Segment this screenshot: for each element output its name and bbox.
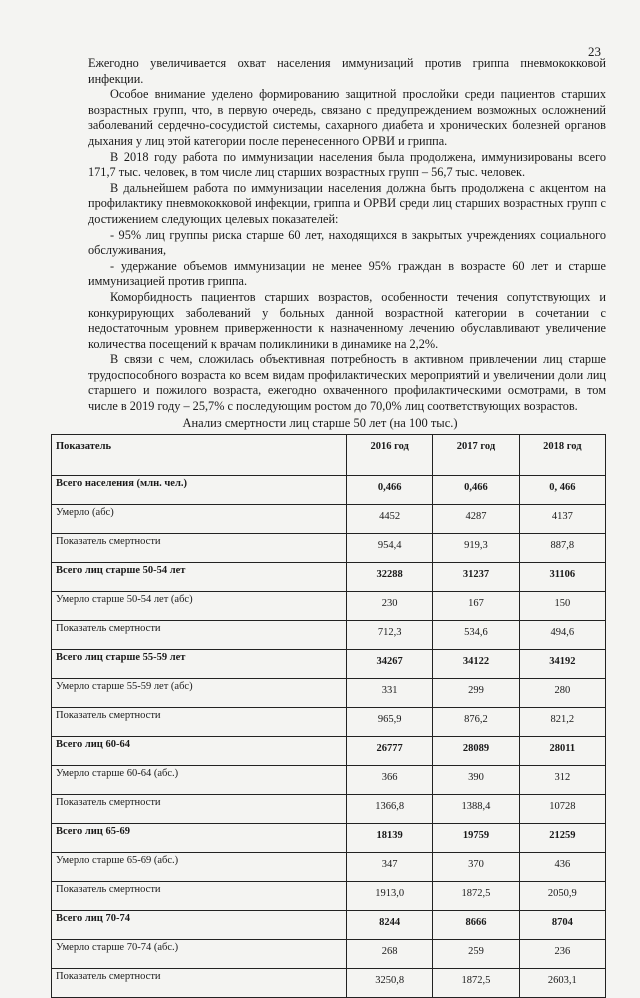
table-row <box>52 621 606 650</box>
value-2016: 18139 <box>346 824 432 853</box>
table-row <box>52 476 606 505</box>
column-header: 2018 год <box>519 435 605 476</box>
value-2016: 712,3 <box>346 621 432 650</box>
row-label: Умерло старше 55-59 лет (абс) <box>52 679 347 708</box>
table-row <box>52 708 606 737</box>
value-2018: 4137 <box>519 505 605 534</box>
value-2017: 34122 <box>433 650 519 679</box>
value-2016: 331 <box>346 679 432 708</box>
row-label: Всего населения (млн. чел.) <box>52 476 347 505</box>
row-label: Всего лиц старше 50-54 лет <box>52 563 347 592</box>
value-2017: 876,2 <box>433 708 519 737</box>
mortality-table <box>51 434 606 998</box>
value-2018: 2603,1 <box>519 969 605 998</box>
value-2018: 0, 466 <box>519 476 605 505</box>
value-2018: 494,6 <box>519 621 605 650</box>
value-2017: 534,6 <box>433 621 519 650</box>
table-row <box>52 969 606 998</box>
table-row <box>52 650 606 679</box>
table-row <box>52 563 606 592</box>
value-2018: 10728 <box>519 795 605 824</box>
row-label: Показатель смертности <box>52 534 347 563</box>
row-label: Умерло старше 70-74 (абс.) <box>52 940 347 969</box>
paragraph: В дальнейшем работа по иммунизации населения должна быть продолжена с акцентом на профилактику пневмококковой инфекции, гриппа и ОРВИ среди лиц старших возрастных групп с достижением следующих целевых показателей: <box>88 180 606 226</box>
value-2016: 347 <box>346 853 432 882</box>
table-header-row <box>52 435 606 476</box>
paragraph: В связи с чем, сложилась объективная потребность в активном привлечении лиц старше трудоспособного возраста ко всем видам профилактических мероприятий и увеличении доли лиц старшего и пожилого возраста, ежегодно охваченного профилактическими осмотрами, в том числе в 2019 году – 25,7% с последующим ростом до 70,0% лиц соответствующих возрастов. <box>88 352 606 414</box>
value-2016: 1366,8 <box>346 795 432 824</box>
table-row <box>52 592 606 621</box>
value-2018: 436 <box>519 853 605 882</box>
row-label: Всего лиц старше 55-59 лет <box>52 650 347 679</box>
table-row <box>52 911 606 940</box>
row-label: Умерло (абс) <box>52 505 347 534</box>
table-row <box>52 505 606 534</box>
table-row <box>52 737 606 766</box>
table-row <box>52 679 606 708</box>
page-number: 23 <box>588 44 601 59</box>
value-2018: 887,8 <box>519 534 605 563</box>
value-2016: 32288 <box>346 563 432 592</box>
row-label: Показатель смертности <box>52 621 347 650</box>
value-2018: 312 <box>519 766 605 795</box>
table-row <box>52 766 606 795</box>
row-label: Умерло старше 50-54 лет (абс) <box>52 592 347 621</box>
value-2018: 821,2 <box>519 708 605 737</box>
row-label: Всего лиц 70-74 <box>52 911 347 940</box>
paragraph: В 2018 году работа по иммунизации населения была продолжена, иммунизированы всего 171,7 тыс. человек, в том числе лиц старших возрастных групп – 56,7 тыс. человек. <box>88 149 606 180</box>
table-row <box>52 534 606 563</box>
paragraph: Особое внимание уделено формированию защитной прослойки среди пациентов старших возрастных групп, что, в первую очередь, связано с предупреждением возможных осложнений заболеваний сердечно-сосудистой системы, сахарного диабета и хронических болезней органов дыхания у лиц этой категории после перенесенного ОРВИ и гриппа. <box>88 87 606 148</box>
value-2018: 280 <box>519 679 605 708</box>
value-2017: 259 <box>433 940 519 969</box>
value-2018: 8704 <box>519 911 605 940</box>
table-row <box>52 882 606 911</box>
value-2017: 390 <box>433 766 519 795</box>
value-2018: 2050,9 <box>519 882 605 911</box>
row-label: Всего лиц 60-64 <box>52 737 347 766</box>
value-2017: 28089 <box>433 737 519 766</box>
value-2017: 919,3 <box>433 534 519 563</box>
value-2016: 26777 <box>346 737 432 766</box>
table-body <box>52 476 606 998</box>
paragraph: - удержание объемов иммунизации не менее 95% граждан в возрасте 60 лет и старше иммунизацией против гриппа. <box>88 258 606 289</box>
value-2018: 34192 <box>519 650 605 679</box>
paragraph: Ежегодно увеличивается охват населения иммунизаций против гриппа пневмококковой инфекции. <box>88 56 606 86</box>
table-row <box>52 824 606 853</box>
value-2018: 150 <box>519 592 605 621</box>
row-label: Показатель смертности <box>52 969 347 998</box>
table-caption: Анализ смертности лиц старше 50 лет (на 100 тыс.) <box>182 416 458 430</box>
value-2017: 1872,5 <box>433 882 519 911</box>
value-2016: 4452 <box>346 505 432 534</box>
value-2017: 1872,5 <box>433 969 519 998</box>
value-2016: 8244 <box>346 911 432 940</box>
paragraph: - 95% лиц группы риска старше 60 лет, находящихся в закрытых учреждениях социального обслуживания, <box>88 227 606 258</box>
row-label: Всего лиц 65-69 <box>52 824 347 853</box>
row-label: Показатель смертности <box>52 882 347 911</box>
row-label: Умерло старше 60-64 (абс.) <box>52 766 347 795</box>
table-row <box>52 795 606 824</box>
value-2017: 19759 <box>433 824 519 853</box>
body-text <box>88 56 606 415</box>
column-header: 2017 год <box>433 435 519 476</box>
value-2018: 21259 <box>519 824 605 853</box>
paragraph: Коморбидность пациентов старших возрастов, особенности течения сопутствующих и конкурирующих заболеваний у больных данной возрастной категории в сочетании с недостаточным уровнем приверженности к назначенному лечению обуславливают увеличение количества посещений к врачам поликлиники в динамике на 2,2%. <box>88 289 606 351</box>
value-2016: 965,9 <box>346 708 432 737</box>
value-2016: 3250,8 <box>346 969 432 998</box>
table-row <box>52 853 606 882</box>
row-label: Показатель смертности <box>52 708 347 737</box>
column-header: 2016 год <box>346 435 432 476</box>
value-2017: 1388,4 <box>433 795 519 824</box>
value-2017: 167 <box>433 592 519 621</box>
value-2016: 954,4 <box>346 534 432 563</box>
value-2017: 370 <box>433 853 519 882</box>
value-2016: 366 <box>346 766 432 795</box>
value-2016: 34267 <box>346 650 432 679</box>
table-row <box>52 940 606 969</box>
value-2016: 0,466 <box>346 476 432 505</box>
value-2017: 4287 <box>433 505 519 534</box>
value-2017: 31237 <box>433 563 519 592</box>
value-2017: 0,466 <box>433 476 519 505</box>
value-2017: 299 <box>433 679 519 708</box>
row-label: Показатель смертности <box>52 795 347 824</box>
value-2018: 236 <box>519 940 605 969</box>
value-2016: 1913,0 <box>346 882 432 911</box>
value-2018: 28011 <box>519 737 605 766</box>
value-2016: 230 <box>346 592 432 621</box>
row-label: Умерло старше 65-69 (абс.) <box>52 853 347 882</box>
value-2018: 31106 <box>519 563 605 592</box>
value-2016: 268 <box>346 940 432 969</box>
column-header: Показатель <box>52 435 347 476</box>
value-2017: 8666 <box>433 911 519 940</box>
